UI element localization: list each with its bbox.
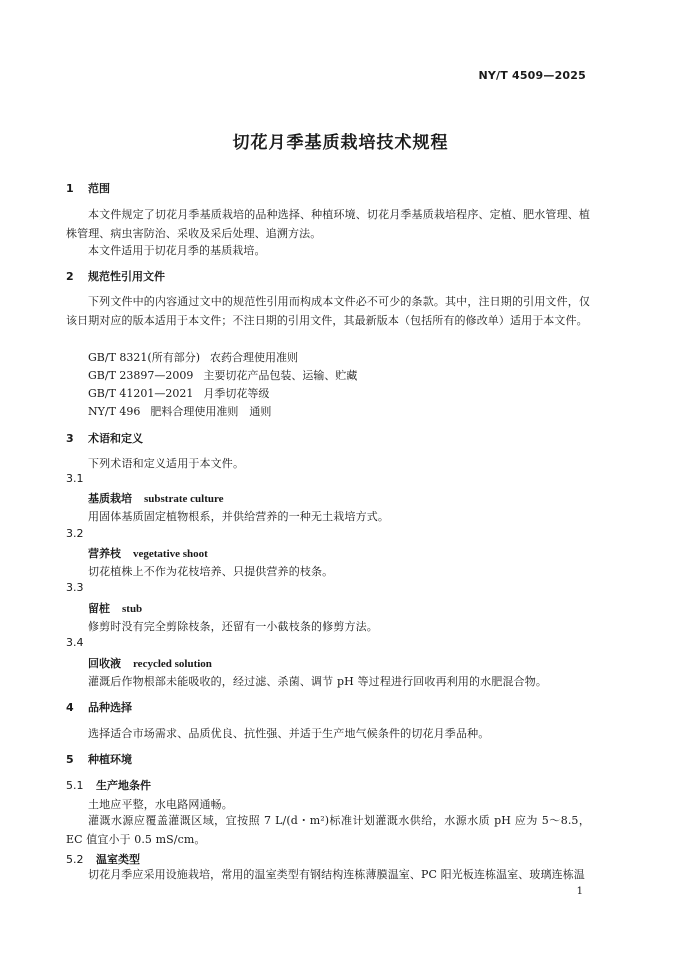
subsection-5-1-paragraph-1: 土地应平整，水电路网通畅。 (88, 798, 233, 811)
subsection-5-2-heading (66, 851, 140, 867)
term-heading (88, 490, 224, 506)
reference-title: 肥料合理使用准则 通则 (150, 405, 272, 418)
section-3-heading (66, 430, 143, 446)
section-4-paragraph-1: 选择适合市场需求、品质优良、抗性强、并适于生产地气候条件的切花月季品种。 (88, 727, 490, 740)
subsection-5-1-heading (66, 777, 151, 793)
term-number: 3.4 (66, 636, 84, 649)
reference-item (88, 367, 357, 383)
section-5-heading (66, 751, 132, 767)
term-definition: 切花植株上不作为花枝培养、只提供营养的枝条。 (88, 565, 334, 578)
subsection-number: 5.2 (66, 853, 84, 866)
section-number: 1 (66, 182, 74, 195)
term-definition: 修剪时没有完全剪除枝条，还留有一小截枝条的修剪方法。 (88, 620, 378, 633)
subsection-title: 温室类型 (96, 853, 140, 866)
reference-code: GB/T 41201—2021 (88, 387, 194, 400)
reference-code: NY/T 496 (88, 405, 141, 418)
section-title: 术语和定义 (88, 432, 143, 445)
section-number: 2 (66, 270, 74, 283)
standard-code: NY/T 4509—2025 (478, 69, 586, 82)
term-definition: 灌溉后作物根部未能吸收的，经过滤、杀菌、调节 pH 等过程进行回收再利用的水肥混合物。 (88, 675, 548, 688)
term-number: 3.2 (66, 527, 84, 540)
section-4-heading (66, 699, 132, 715)
term-heading (88, 545, 208, 561)
term-chinese: 留桩 (88, 602, 110, 615)
term-number: 3.1 (66, 472, 84, 485)
subsection-number: 5.1 (66, 779, 84, 792)
reference-title: 月季切花等级 (203, 387, 270, 400)
section-3-intro: 下列术语和定义适用于本文件。 (88, 457, 245, 470)
term-english: stub (122, 603, 143, 615)
section-2-paragraph-1: 下列文件中的内容通过文中的规范性引用而构成本文件必不可少的条款。其中，注日期的引用文件，仅该日期对应的版本适用于本文件；不注日期的引用文件，其最新版本（包括所有的修改单）适用于本文件。 (66, 295, 590, 327)
term-heading (88, 600, 142, 616)
subsection-5-2-paragraph-1: 切花月季应采用设施栽培，常用的温室类型有钢结构连栋薄膜温室、PC 阳光板连栋温室、玻璃连栋温 (88, 868, 585, 881)
section-number: 5 (66, 753, 74, 766)
section-number: 4 (66, 701, 74, 714)
term-number: 3.3 (66, 581, 84, 594)
reference-title: 农药合理使用准则 (210, 351, 298, 364)
reference-item (88, 403, 271, 419)
section-title: 种植环境 (88, 753, 132, 766)
term-english: recycled solution (133, 658, 212, 670)
subsection-title: 生产地条件 (96, 779, 151, 792)
section-number: 3 (66, 432, 74, 445)
term-english: vegetative shoot (133, 548, 208, 560)
term-chinese: 回收液 (88, 657, 121, 670)
section-1-heading (66, 180, 110, 196)
reference-title: 主要切花产品包装、运输、贮藏 (203, 369, 358, 382)
term-chinese: 营养枝 (88, 547, 121, 560)
section-1-paragraph-2: 本文件适用于切花月季的基质栽培。 (88, 244, 266, 257)
reference-item (88, 349, 298, 365)
page-number: 1 (576, 886, 583, 897)
term-chinese: 基质栽培 (88, 492, 132, 505)
section-title: 规范性引用文件 (88, 270, 165, 283)
reference-item (88, 385, 269, 401)
section-title: 品种选择 (88, 701, 132, 714)
subsection-5-1-paragraph-2: 灌溉水源应覆盖灌溉区域，宜按照 7 L/(d・m²)标准计划灌溉水供给，水源水质 pH 应为 5～8.5，EC 值宜小于 0.5 mS/cm。 (66, 814, 590, 846)
term-heading (88, 655, 212, 671)
reference-code: GB/T 23897—2009 (88, 369, 194, 382)
term-english: substrate culture (144, 493, 224, 505)
section-title: 范围 (88, 182, 110, 195)
document-title: 切花月季基质栽培技术规程 (232, 133, 449, 153)
section-1-paragraph-1: 本文件规定了切花月季基质栽培的品种选择、种植环境、切花月季基质栽培程序、定植、肥水管理、植株管理、病虫害防治、采收及采后处理、追溯方法。 (66, 208, 590, 240)
reference-code: GB/T 8321(所有部分) (88, 351, 200, 364)
term-definition: 用固体基质固定植物根系，并供给营养的一种无土栽培方式。 (88, 510, 390, 523)
section-2-heading (66, 268, 165, 284)
